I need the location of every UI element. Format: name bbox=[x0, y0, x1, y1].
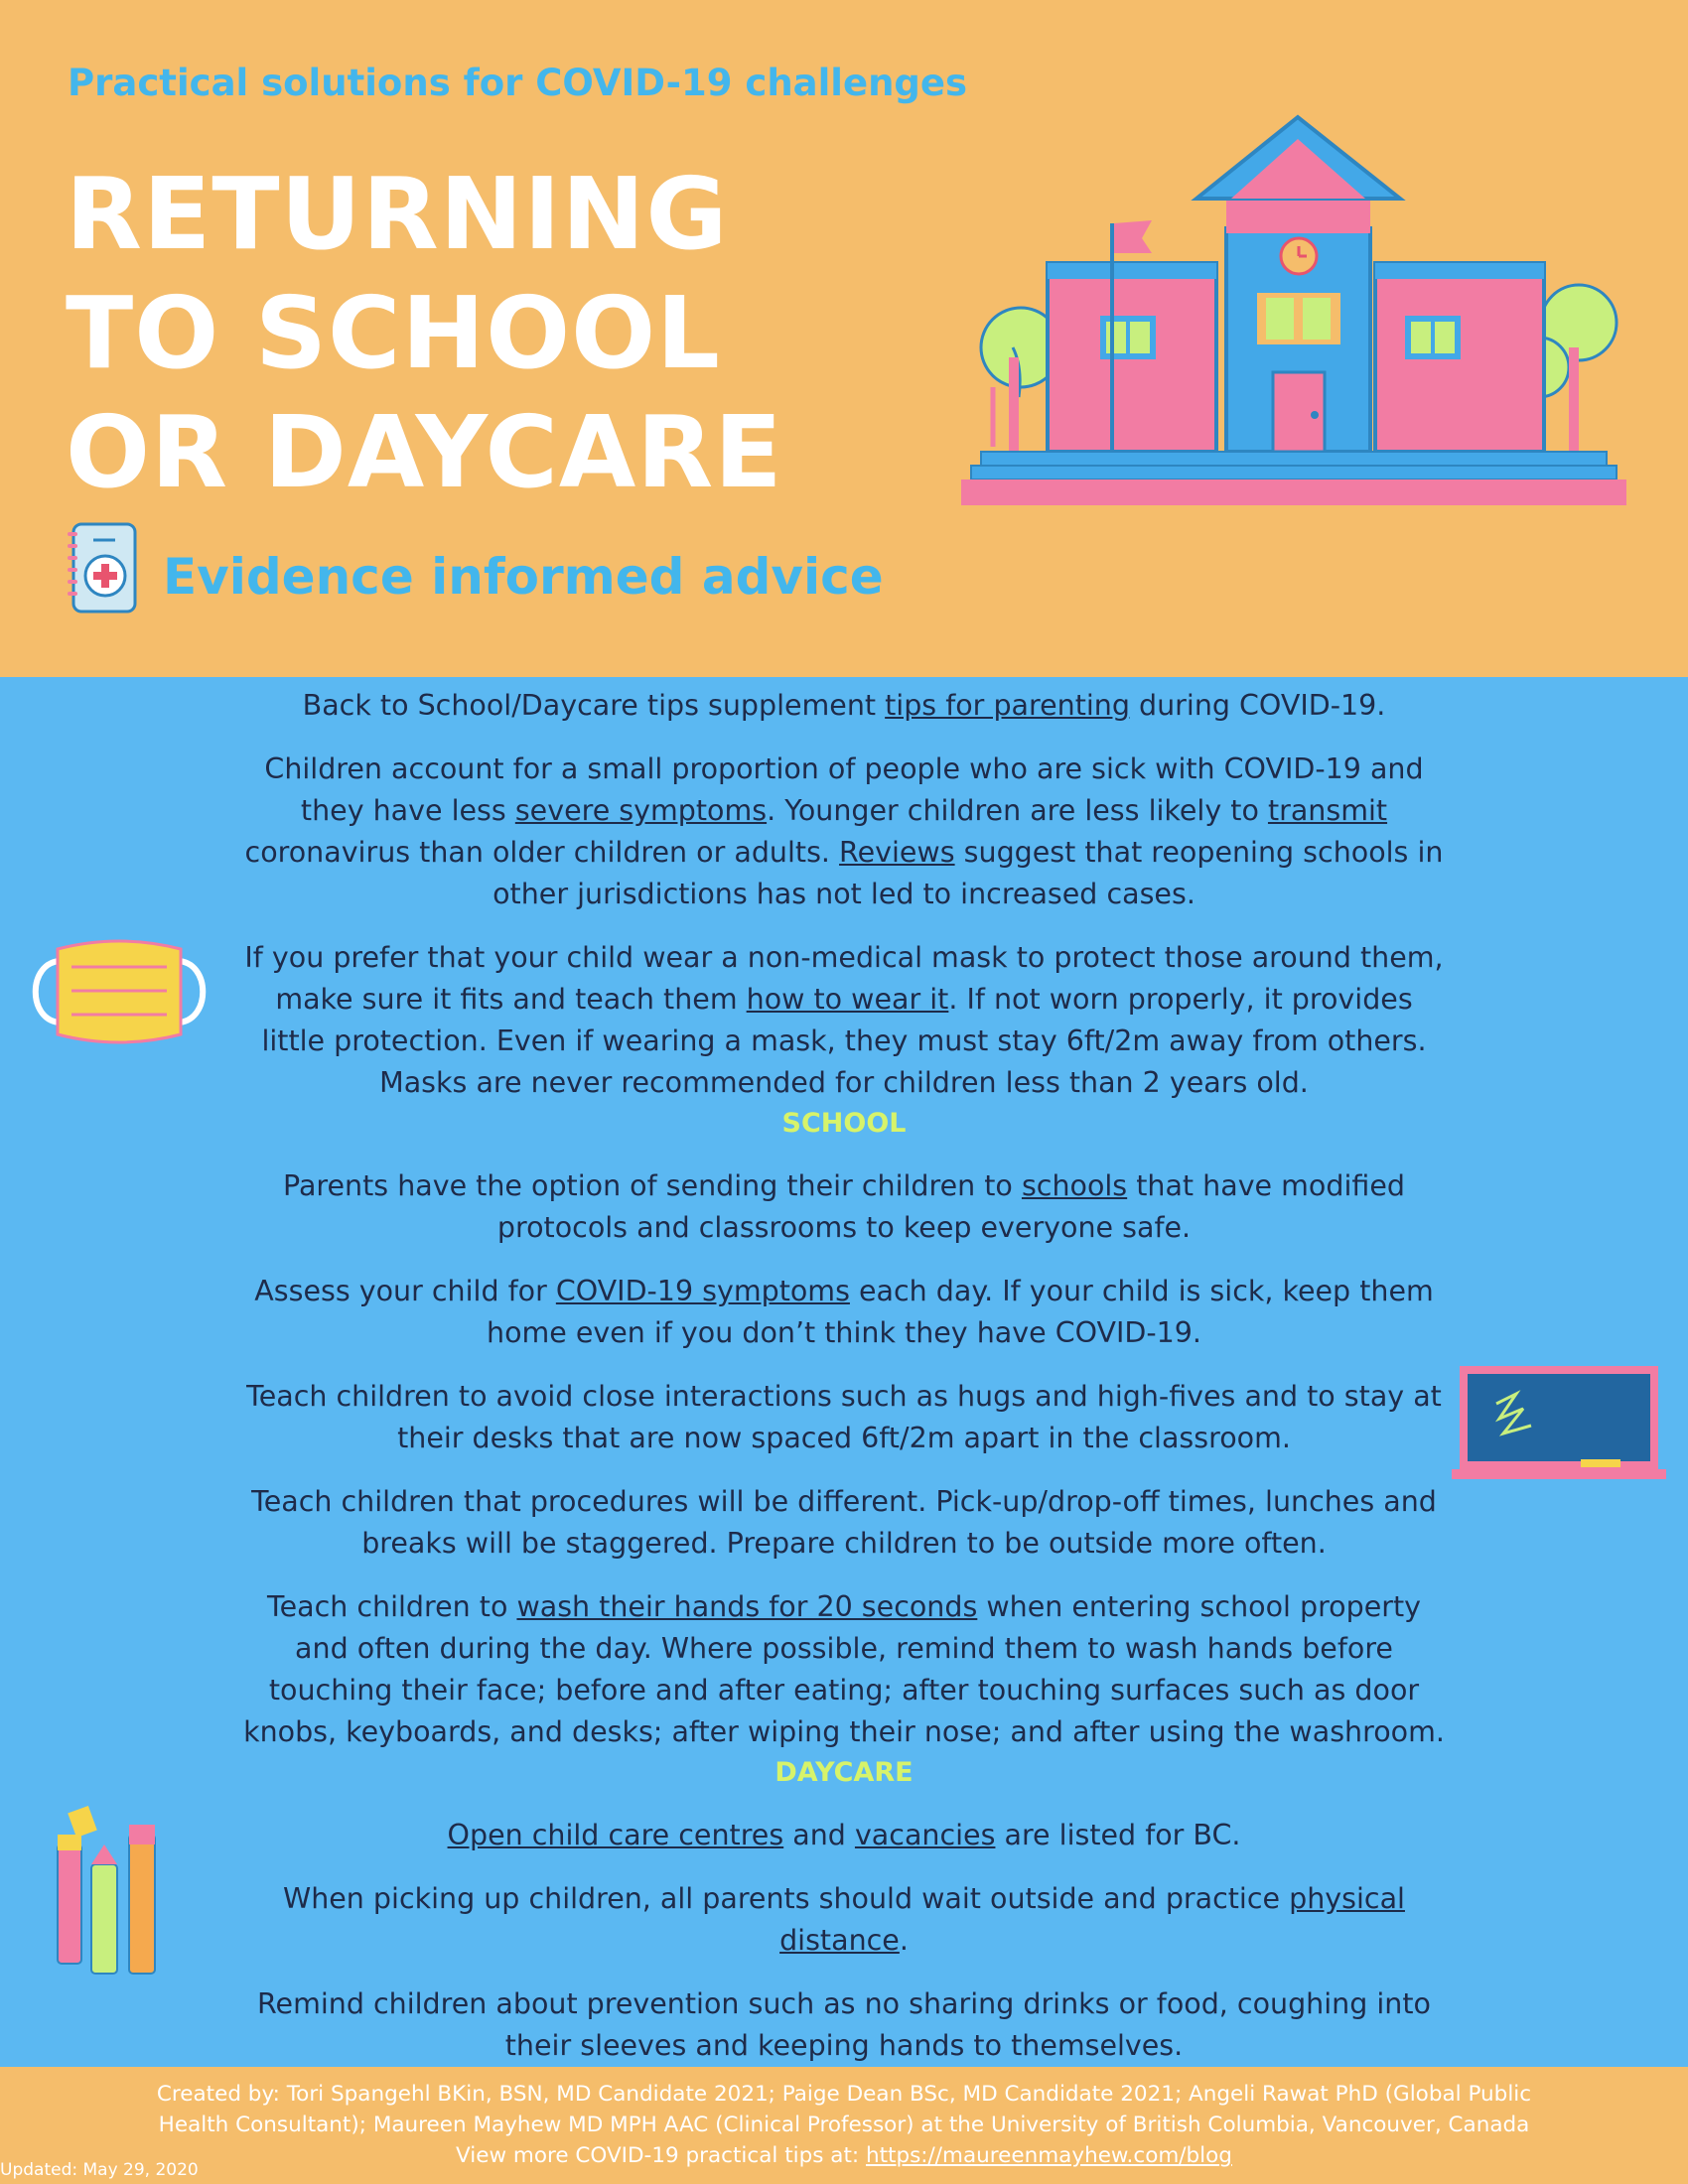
text: Teach children to bbox=[267, 1590, 517, 1623]
vacancies-link[interactable]: vacancies bbox=[854, 1819, 996, 1851]
childcare-paragraph bbox=[243, 1815, 1445, 1856]
text: Back to School/Daycare tips supplement bbox=[302, 689, 886, 722]
how-to-wear-it-link[interactable]: how to wear it bbox=[746, 983, 949, 1016]
text: each day. If your child is sick, keep them home even if you don’t think they have COVID-19. bbox=[487, 1275, 1434, 1349]
prevention-paragraph: Remind children about prevention such as no sharing drinks or food, coughing into their sleeves and keeping hands to themselves. bbox=[257, 1987, 1431, 2062]
medical-notebook-icon bbox=[66, 520, 141, 615]
schools-link[interactable]: schools bbox=[1021, 1169, 1128, 1202]
title-line-2: TO SCHOOL bbox=[66, 275, 721, 391]
school-heading: SCHOOL bbox=[781, 1108, 907, 1139]
blog-link[interactable]: https://maureenmayhew.com/blog bbox=[865, 2143, 1232, 2168]
reviews-link[interactable]: Reviews bbox=[839, 836, 955, 869]
text: that have modified protocols and classrooms to keep everyone safe. bbox=[496, 1169, 1405, 1244]
face-mask-icon bbox=[22, 931, 216, 1052]
text: suggest that reopening schools in other jurisdictions has not led to increased cases. bbox=[492, 836, 1444, 910]
children-paragraph bbox=[243, 749, 1445, 915]
credits-line-3 bbox=[119, 2140, 1569, 2171]
title-line-3: OR DAYCARE bbox=[66, 394, 783, 510]
text: When picking up children, all parents should wait outside and practice bbox=[283, 1882, 1290, 1915]
text: when entering school property and often during the day. Where possible, remind them to wash hands before touching their face; before and after eating; after touching surfaces such as door knobs, keyboards, and desks; after wiping their nose; and after using the washroom. bbox=[243, 1590, 1445, 1748]
covid-symptoms-link[interactable]: COVID-19 symptoms bbox=[555, 1275, 850, 1307]
open-child-care-link[interactable]: Open child care centres bbox=[447, 1819, 784, 1851]
text: If you prefer that your child wear a non-medical mask to protect those around them, make sure it fits and teach them bbox=[244, 941, 1444, 1016]
subtitle: Practical solutions for COVID-19 challenges bbox=[68, 62, 968, 104]
evidence-heading: Evidence informed advice bbox=[163, 548, 884, 606]
text: Parents have the option of sending their children to bbox=[283, 1169, 1022, 1202]
interactions-paragraph: Teach children to avoid close interactions such as hugs and high-fives and to stay at their desks that are now spaced 6ft/2m apart in the classroom. bbox=[246, 1380, 1442, 1454]
text: . If not worn properly, it provides little protection. Even if wearing a mask, they must stay 6ft/2m away from others. Masks are never recommended for children less than 2 years old. bbox=[261, 983, 1427, 1099]
wash-hands-link[interactable]: wash their hands for 20 seconds bbox=[516, 1590, 978, 1623]
credits-line-2: Health Consultant); Maureen Mayhew MD MPH AAC (Clinical Professor) at the University of British Columbia, Vancouver, Canada bbox=[158, 2113, 1530, 2137]
physical-distance-link[interactable]: physical distance bbox=[779, 1882, 1405, 1957]
text: . bbox=[899, 1924, 909, 1957]
text: Assess your child for bbox=[254, 1275, 556, 1307]
severe-symptoms-link[interactable]: severe symptoms bbox=[514, 794, 768, 827]
text: coronavirus than older children or adults. bbox=[244, 836, 840, 869]
transmit-link[interactable]: transmit bbox=[1267, 794, 1388, 827]
main-content bbox=[243, 685, 1445, 2089]
assess-paragraph bbox=[243, 1271, 1445, 1354]
title-line-1: RETURNING bbox=[66, 156, 729, 272]
text: Children account for a small proportion of people who are sick with COVID-19 and they have less bbox=[264, 752, 1424, 827]
mask-paragraph bbox=[243, 937, 1445, 1104]
text: View more COVID-19 practical tips at: bbox=[456, 2143, 866, 2168]
markers-icon bbox=[52, 1805, 191, 1983]
daycare-heading: DAYCARE bbox=[774, 1757, 914, 1788]
page-title bbox=[66, 155, 900, 512]
text: are listed for BC. bbox=[995, 1819, 1241, 1851]
school-building-illustration bbox=[953, 109, 1638, 536]
text: and bbox=[783, 1819, 855, 1851]
chalkboard-icon bbox=[1452, 1364, 1666, 1483]
pickup-paragraph bbox=[243, 1878, 1445, 1962]
tips-for-parenting-link[interactable]: tips for parenting bbox=[885, 689, 1130, 722]
handwashing-paragraph bbox=[243, 1586, 1445, 1753]
text: . Younger children are less likely to bbox=[767, 794, 1268, 827]
credits-line-1: Created by: Tori Spangehl BKin, BSN, MD Candidate 2021; Paige Dean BSc, MD Candidate 2021; Angeli Rawat PhD (Global Public bbox=[156, 2082, 1532, 2107]
schools-paragraph bbox=[243, 1165, 1445, 1249]
credits bbox=[119, 2079, 1569, 2171]
updated-date: Updated: May 29, 2020 bbox=[0, 2160, 199, 2180]
procedures-paragraph: Teach children that procedures will be different. Pick-up/drop-off times, lunches and breaks will be staggered. Prepare children to be outside more often. bbox=[251, 1485, 1437, 1560]
intro-paragraph bbox=[243, 685, 1445, 727]
text: during COVID-19. bbox=[1129, 689, 1386, 722]
